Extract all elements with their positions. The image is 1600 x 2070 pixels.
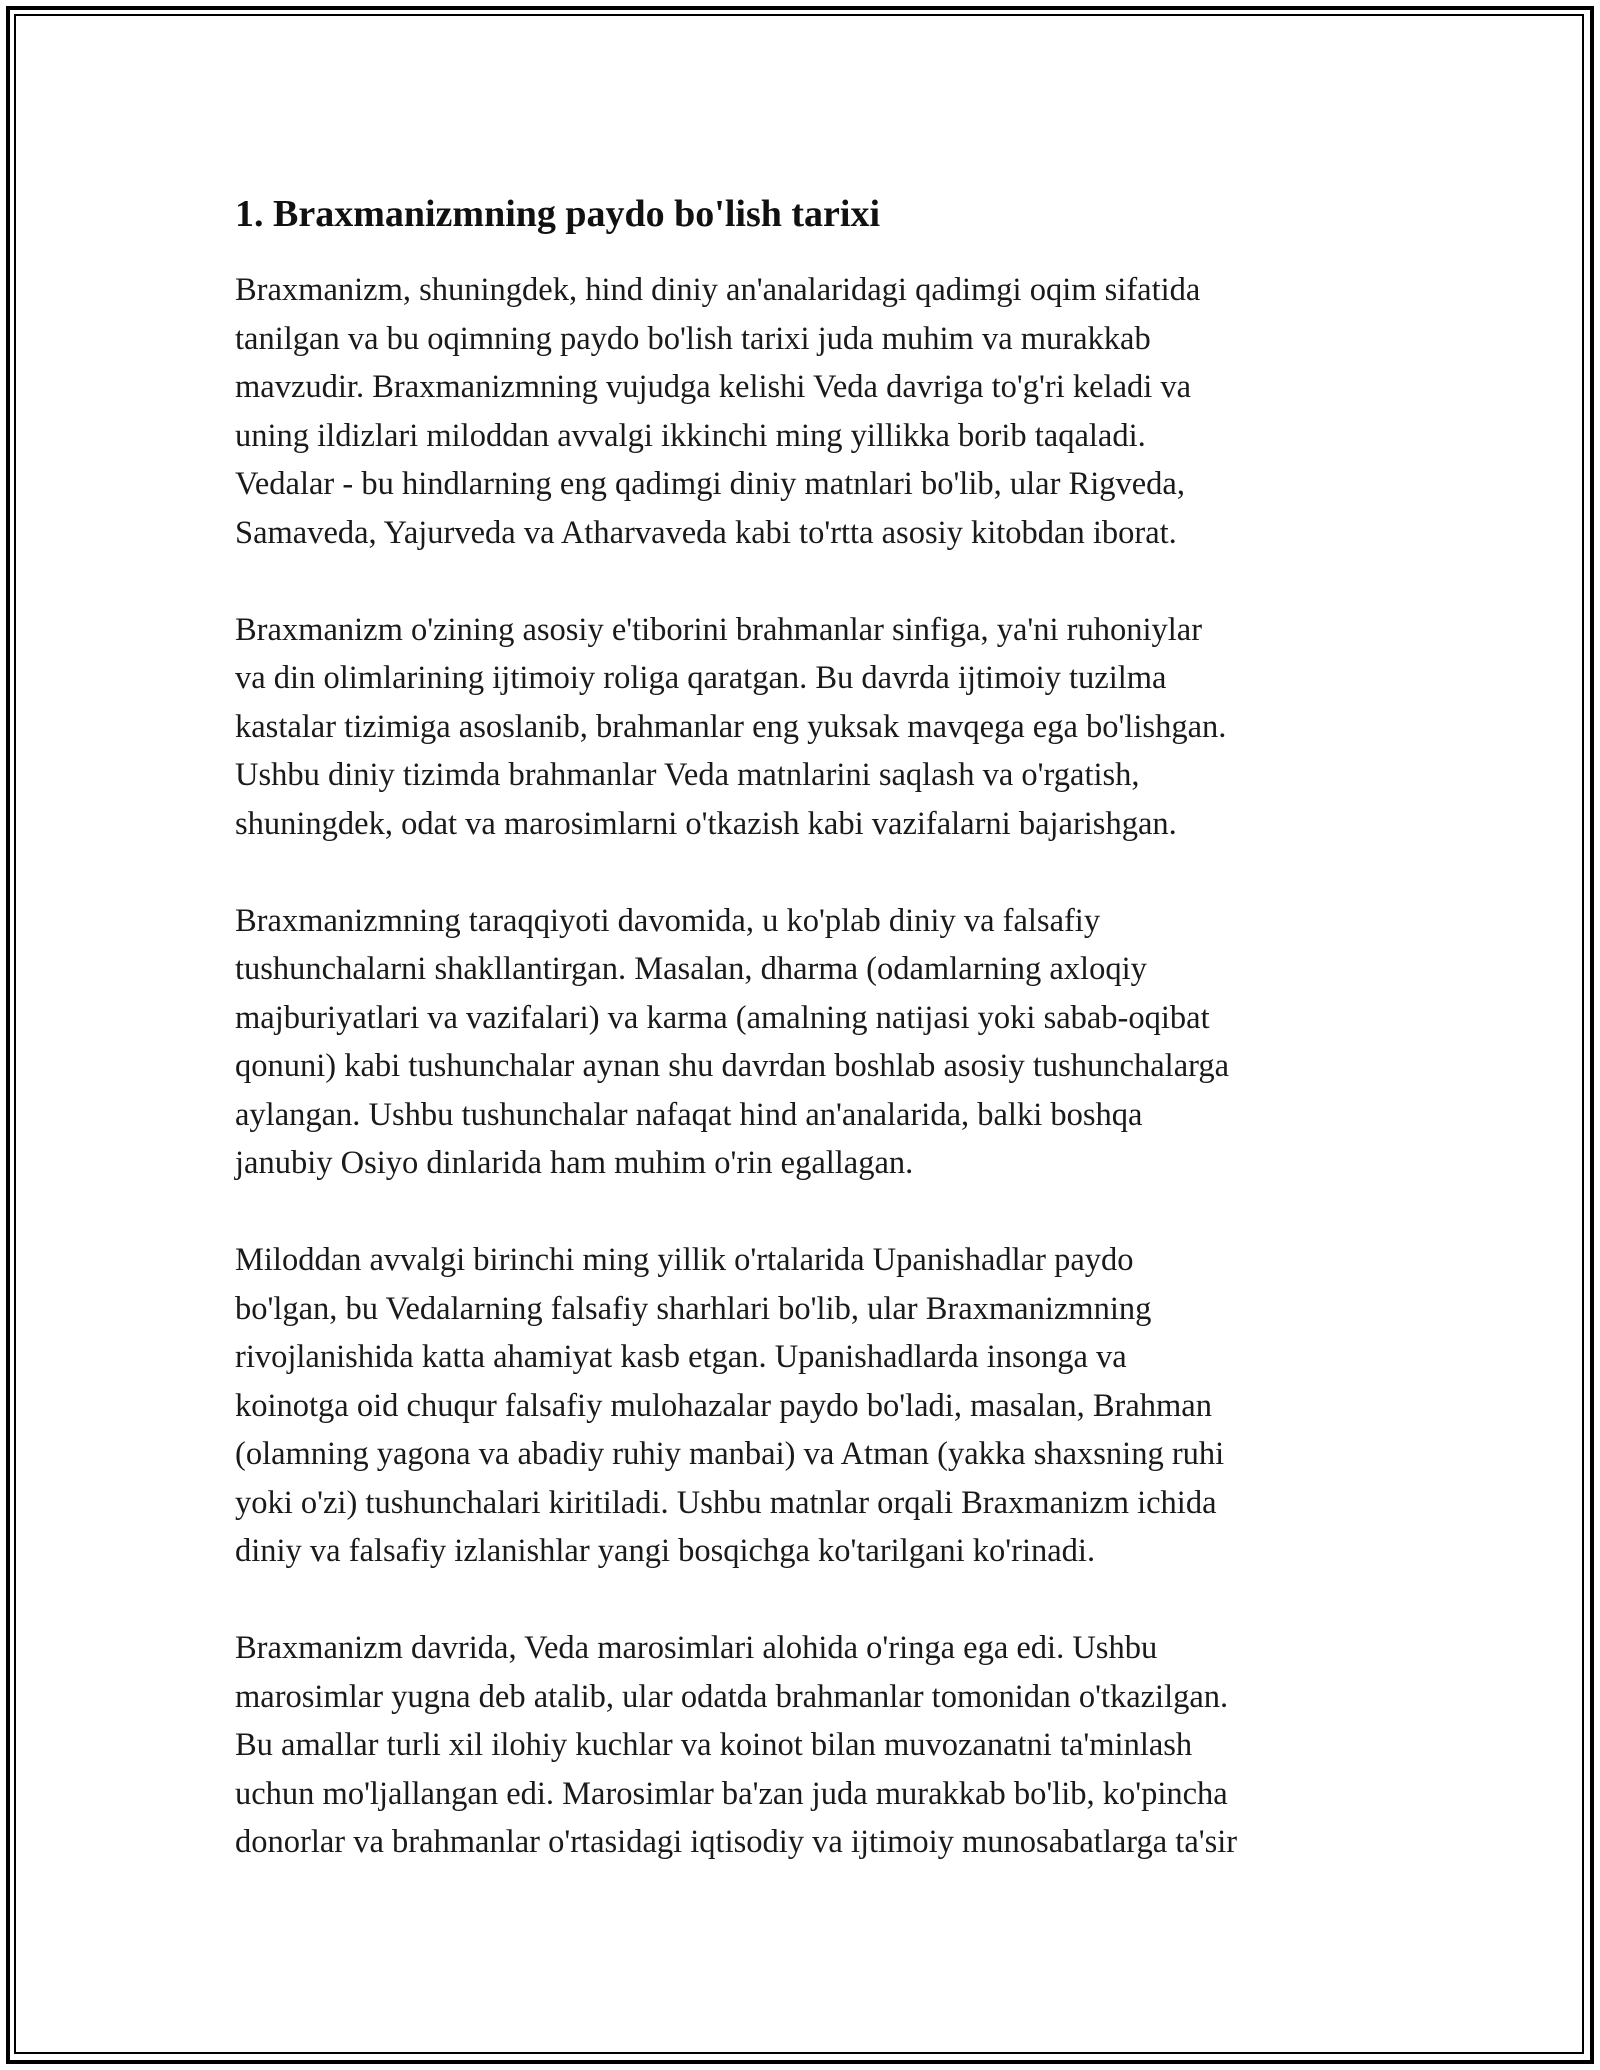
- paragraph-line: kastalar tizimiga asoslanib, brahmanlar eng yuksak mavqega ega bo'lishgan.: [235, 708, 1227, 745]
- paragraph-line: va din olimlarining ijtimoiy roliga qaratgan. Bu davrda ijtimoiy tuzilma: [235, 660, 1167, 696]
- paragraph-line: Bu amallar turli xil ilohiy kuchlar va koinot bilan muvozanatni ta'minlash: [235, 1727, 1193, 1763]
- paragraph-line: qonuni) kabi tushunchalar aynan shu davrdan boshlab asosiy tushunchalarga: [235, 1048, 1230, 1084]
- paragraph-line: marosimlar yugna deb atalib, ular odatda brahmanlar tomonidan o'tkazilgan.: [235, 1678, 1229, 1715]
- paragraph-line: Vedalar - bu hindlarning eng qadimgi diniy matnlari bo'lib, ular Rigveda,: [235, 466, 1185, 502]
- paragraph-line: uchun mo'ljallangan edi. Marosimlar ba'zan juda murakkab bo'lib, ko'pincha: [235, 1775, 1228, 1812]
- paragraph-line: Braxmanizm, shuningdek, hind diniy an'analaridagi qadimgi oqim sifatida: [235, 272, 1201, 308]
- paragraph-line: mavzudir. Braxmanizmning vujudga kelishi Veda davriga to'g'ri keladi va: [235, 369, 1192, 405]
- paragraph-line: diniy va falsafiy izlanishlar yangi bosqichga ko'tarilgani ko'rinadi.: [235, 1533, 1096, 1569]
- paragraph-2: [235, 606, 1375, 849]
- paragraph-line: yoki o'zi) tushunchalari kiritiladi. Ushbu matnlar orqali Braxmanizm ichida: [235, 1484, 1217, 1521]
- paragraph-line: koinotga oid chuqur falsafiy mulohazalar paydo bo'ladi, masalan, Brahman: [235, 1387, 1212, 1424]
- paragraph-line: donorlar va brahmanlar o'rtasidagi iqtisodiy va ijtimoiy munosabatlarga ta'sir: [235, 1824, 1238, 1860]
- paragraph-line: rivojlanishida katta ahamiyat kasb etgan. Upanishadlarda insonga va: [235, 1339, 1127, 1375]
- paragraph-line: (olamning yagona va abadiy ruhiy manbai) va Atman (yakka shaxsning ruhi: [235, 1436, 1225, 1472]
- paragraph-line: shuningdek, odat va marosimlarni o'tkazish kabi vazifalarni bajarishgan.: [235, 805, 1177, 842]
- paragraph-line: majburiyatlari va vazifalari) va karma (amalning natijasi yoki sabab-oqibat: [235, 999, 1210, 1036]
- paragraph-4: [235, 1236, 1375, 1576]
- paragraph-line: Braxmanizm o'zining asosiy e'tiborini brahmanlar sinfiga, ya'ni ruhoniylar: [235, 611, 1203, 648]
- paragraph-line: Braxmanizmning taraqqiyoti davomida, u ko'plab diniy va falsafiy: [235, 902, 1101, 939]
- paragraph-line: bo'lgan, bu Vedalarning falsafiy sharhlari bo'lib, ular Braxmanizmning: [235, 1290, 1152, 1327]
- paragraph-line: Braxmanizm davrida, Veda marosimlari alohida o'ringa ega edi. Ushbu: [235, 1630, 1158, 1666]
- paragraph-line: tushunchalarni shakllantirgan. Masalan, dharma (odamlarning axloqiy: [235, 951, 1147, 987]
- paragraph-line: aylangan. Ushbu tushunchalar nafaqat hind an'analarida, balki boshqa: [235, 1096, 1143, 1133]
- paragraph-line: Miloddan avvalgi birinchi ming yillik o'rtalarida Upanishadlar paydo: [235, 1242, 1134, 1278]
- paragraph-line: Samaveda, Yajurveda va Atharvaveda kabi to'rtta asosiy kitobdan iborat.: [235, 514, 1177, 551]
- section-heading: 1. Braxmanizmning paydo bo'lish tarixi: [235, 193, 881, 235]
- paragraph-line: uning ildizlari miloddan avvalgi ikkinchi ming yillikka borib taqaladi.: [235, 417, 1146, 454]
- paragraph-1: [235, 266, 1375, 557]
- document-body: [235, 186, 1375, 1915]
- paragraph-3: [235, 897, 1375, 1188]
- paragraph-line: janubiy Osiyo dinlarida ham muhim o'rin egallagan.: [235, 1145, 914, 1181]
- paragraph-line: tanilgan va bu oqimning paydo bo'lish tarixi juda muhim va murakkab: [235, 320, 1151, 357]
- paragraph-5: [235, 1624, 1375, 1867]
- paragraph-line: Ushbu diniy tizimda brahmanlar Veda matnlarini saqlash va o'rgatish,: [235, 757, 1140, 793]
